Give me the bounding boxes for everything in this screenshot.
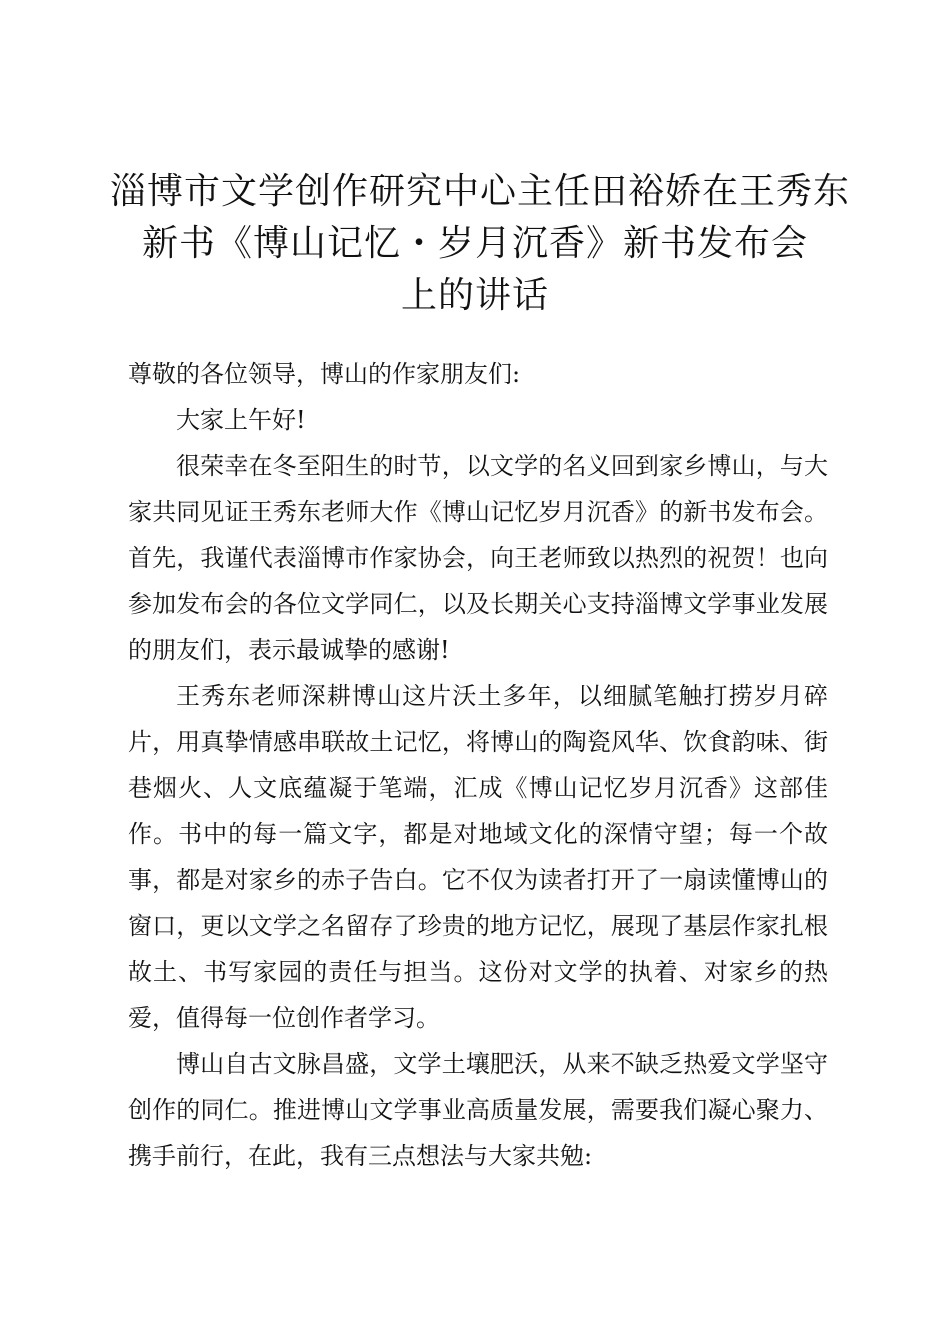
document-title <box>110 166 851 322</box>
document-body <box>128 351 828 1179</box>
paragraph-congratulations: 很荣幸在冬至阳生的时节，以文学的名义回到家乡博山，与大家共同见证王秀东老师大作《博山记忆岁月沉香》的新书发布会。首先，我谨代表淄博市作家协会，向王老师致以热烈的祝贺！也向参加发布会的各位文学同仁，以及长期关心支持淄博文学事业发展的朋友们，表示最诚挚的感谢! <box>128 452 828 664</box>
title-line-1: 淄博市文学创作研究中心主任田裕娇在王秀东 <box>110 171 851 212</box>
salutation: 尊敬的各位领导，博山的作家朋友们: <box>128 360 521 388</box>
paragraph-book-review: 王秀东老师深耕博山这片沃土多年，以细腻笔触打捞岁月碎片，用真挚情感串联故土记忆，将博山的陶瓷风华、饮食韵味、街巷烟火、人文底蕴凝于笔端，汇成《博山记忆岁月沉香》这部佳作。书中的每一篇文字，都是对地域文化的深情守望；每一个故事，都是对家乡的赤子告白。它不仅为读者打开了一扇读懂博山的窗口，更以文学之名留存了珍贵的地方记忆，展现了基层作家扎根故土、书写家园的责任与担当。这份对文学的执着、对家乡的热爱，值得每一位创作者学习。 <box>128 682 828 1032</box>
title-line-3: 上的讲话 <box>400 275 549 316</box>
paragraph-greeting: 大家上午好! <box>176 406 306 434</box>
paragraph-outlook: 博山自古文脉昌盛，文学土壤肥沃，从来不缺乏热爱文学坚守创作的同仁。推进博山文学事业高质量发展，需要我们凝心聚力、携手前行，在此，我有三点想法与大家共勉: <box>128 1050 828 1170</box>
title-line-2: 新书《博山记忆・岁月沉香》新书发布会 <box>141 223 808 264</box>
